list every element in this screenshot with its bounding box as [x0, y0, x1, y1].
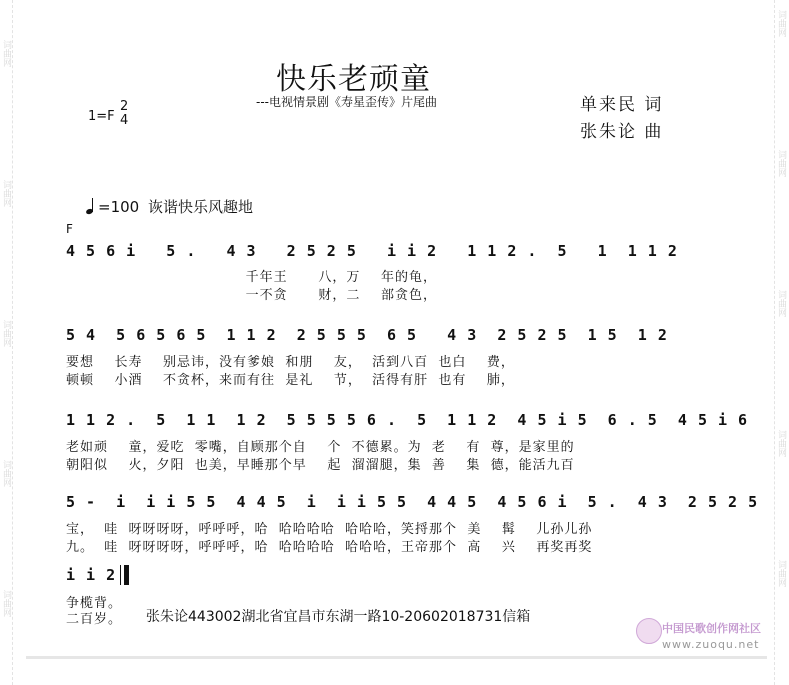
quarter-note-icon — [86, 198, 96, 214]
notation-line-5: i i 2 — [66, 566, 117, 584]
lyricist-credit: 单来民 词 — [580, 95, 664, 115]
watermark-text: 词曲网 — [1, 180, 11, 207]
site-logo[interactable] — [636, 618, 761, 654]
lyric-line-1-verse-1: 千年王 八，万 年的龟， — [66, 270, 437, 285]
watermark-text: 词曲网 — [776, 150, 786, 177]
composer-credit: 张朱论 曲 — [580, 122, 664, 142]
logo-text: 中国民歌创作网社区 — [662, 622, 761, 635]
lyric-line-5-verse-1: 争榄背。 — [66, 596, 123, 611]
watermark-text: 词曲网 — [1, 40, 11, 67]
watermark-text: 词曲网 — [776, 10, 786, 37]
lyric-line-4-verse-2: 九。 哇 呀呀呀呀，呼呼呼，哈 哈哈哈哈 哈哈哈，王帝那个 高 兴 再奖再奖 — [66, 540, 593, 555]
lyric-line-2-verse-1: 要想 长寿 别忌讳，没有爹娘 和朋 友， 活到八百 也白 费， — [66, 355, 515, 370]
lyric-line-5-verse-2: 二百岁。 — [66, 612, 123, 627]
song-subtitle: ---电视情景剧《寿星歪传》片尾曲 — [256, 95, 437, 109]
tempo-value: =100 — [98, 198, 140, 216]
notation-line-3: 1 1 2 . 5 1 1 1 2 5 5 5 5 6 . 5 1 1 2 4 5 i 5 6 . 5 4 5 i 6 — [66, 411, 749, 429]
footer-divider — [26, 656, 767, 659]
final-barline-thick — [124, 565, 129, 585]
notation-line-1: 4 5 6 i 5 . 4 3 2 5 2 5 i i 2 1 1 2 . 5 1 1 1 2 — [66, 242, 678, 260]
watermark-text: 词曲网 — [776, 290, 786, 317]
watermark-text: 词曲网 — [776, 560, 786, 587]
lyric-line-2-verse-2: 顿顿 小酒 不贪杯，来而有往 是礼 节， 活得有肝 也有 肺， — [66, 373, 515, 388]
lyric-line-3-verse-2: 朝阳似 火，夕阳 也美，早睡那个早 起 溜溜腿，集 善 集 德，能活九百 — [66, 458, 575, 473]
time-signature-top: 2 — [120, 99, 129, 114]
watermark-text: 词曲网 — [1, 320, 11, 347]
time-signature — [120, 100, 128, 128]
watermark-text: 词曲网 — [1, 460, 11, 487]
lyric-line-1-verse-2: 一不贪 财，二 部贪色， — [66, 288, 437, 303]
logo-emblem-icon — [636, 618, 662, 644]
expression-text: 诙谐快乐风趣地 — [147, 198, 253, 216]
lyric-line-3-verse-1: 老如顽 童，爱吃 零嘴，自顾那个自 个 不德累。为 老 有 尊，是家里的 — [66, 440, 575, 455]
watermark-text: 词曲网 — [1, 590, 11, 617]
lyric-line-4-verse-1: 宝， 哇 呀呀呀呀，呼呼呼，哈 哈哈哈哈 哈哈哈，笑捋那个 美 髯 儿孙儿孙 — [66, 522, 593, 537]
watermark-text: 词曲网 — [776, 430, 786, 457]
notation-line-2: 5 4 5 6 5 6 5 1 1 2 2 5 5 5 6 5 4 3 2 5 2 5 1 5 1 2 — [66, 326, 668, 344]
contact-address: 张朱论443002湖北省宜昌市东湖一路10-20602018731信箱 — [146, 609, 531, 625]
final-barline-thin — [120, 565, 121, 585]
notation-line-4: 5 - i i i 5 5 4 4 5 i i i 5 5 4 4 5 4 5 6 i 5 . 4 3 2 5 2 5 — [66, 493, 759, 511]
key-signature: 1=F — [88, 109, 115, 124]
logo-url[interactable]: www.zuoqu.net — [662, 638, 760, 651]
song-title: 快乐老顽童 — [276, 62, 431, 97]
time-signature-bottom: 4 — [120, 113, 129, 128]
tempo-marking — [86, 196, 253, 217]
chord-symbol: F — [66, 222, 73, 236]
